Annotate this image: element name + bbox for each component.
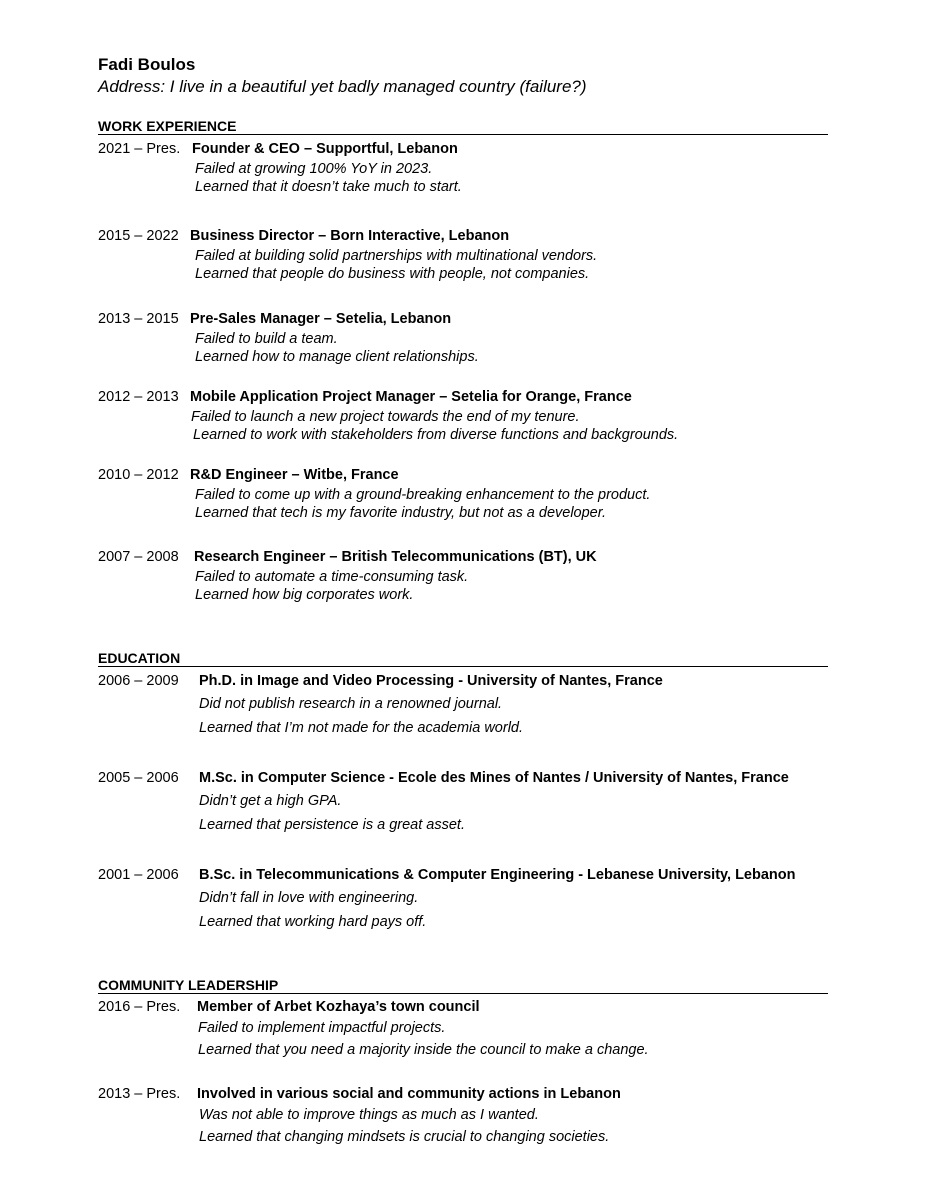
work-entry (98, 227, 509, 245)
entry-learned: Learned that it doesn’t take much to start. (195, 179, 462, 195)
entry-title: Founder & CEO – Supportful, Lebanon (192, 141, 458, 157)
entry-title: Business Director – Born Interactive, Lebanon (190, 228, 510, 244)
work-entry (98, 466, 399, 484)
entry-date: 2006 – 2009 (98, 673, 179, 689)
entry-learned: Learned how to manage client relationships. (195, 349, 479, 365)
entry-date: 2021 – Pres. (98, 141, 181, 157)
work-entry (98, 548, 597, 566)
entry-title: Mobile Application Project Manager – Setelia for Orange, France (190, 389, 632, 405)
entry-learned: Learned that working hard pays off. (199, 914, 427, 930)
entry-title: M.Sc. in Computer Science - Ecole des Mines of Nantes / University of Nantes, France (199, 770, 789, 786)
entry-learned: Learned that persistence is a great asset. (199, 817, 465, 833)
section-heading-education: EDUCATION (98, 650, 828, 667)
community-entry (98, 1085, 621, 1103)
entry-learned: Learned that changing mindsets is crucial to changing societies. (199, 1129, 610, 1145)
entry-title: R&D Engineer – Witbe, France (190, 467, 399, 483)
entry-learned: Learned that tech is my favorite industry, but not as a developer. (195, 505, 607, 521)
entry-failed: Failed to implement impactful projects. (198, 1020, 446, 1036)
entry-date: 2015 – 2022 (98, 228, 179, 244)
entry-title: Research Engineer – British Telecommunications (BT), UK (194, 549, 597, 565)
entry-learned: Learned that you need a majority inside the council to make a change. (198, 1042, 649, 1058)
entry-title: Member of Arbet Kozhaya’s town council (197, 999, 480, 1015)
entry-failed: Didn’t get a high GPA. (199, 793, 342, 809)
entry-title: Pre-Sales Manager – Setelia, Lebanon (190, 311, 452, 327)
work-entry (98, 310, 451, 328)
entry-failed: Failed to come up with a ground-breaking enhancement to the product. (195, 487, 651, 503)
resume-address: Address: I live in a beautiful yet badly managed country (failure?) (98, 77, 587, 96)
entry-date: 2012 – 2013 (98, 389, 179, 405)
entry-failed: Did not publish research in a renowned journal. (199, 696, 503, 712)
entry-date: 2010 – 2012 (98, 467, 179, 483)
community-entry (98, 998, 480, 1016)
entry-date: 2005 – 2006 (98, 770, 179, 786)
entry-failed: Failed to automate a time-consuming task. (195, 569, 469, 585)
entry-date: 2001 – 2006 (98, 867, 179, 883)
education-entry (98, 769, 789, 787)
entry-failed: Failed to build a team. (195, 331, 338, 347)
entry-learned: Learned that people do business with people, not companies. (195, 266, 590, 282)
section-heading-community: COMMUNITY LEADERSHIP (98, 977, 828, 994)
resume-name: Fadi Boulos (98, 55, 196, 74)
entry-failed: Failed at building solid partnerships with multinational vendors. (195, 248, 598, 264)
education-entry (98, 866, 796, 884)
entry-failed: Failed to launch a new project towards the end of my tenure. (191, 409, 580, 425)
entry-failed: Was not able to improve things as much as I wanted. (199, 1107, 539, 1123)
entry-learned: Learned to work with stakeholders from diverse functions and backgrounds. (193, 427, 679, 443)
work-entry (98, 140, 458, 158)
entry-date: 2013 – Pres. (98, 1086, 181, 1102)
entry-date: 2007 – 2008 (98, 549, 179, 565)
entry-date: 2016 – Pres. (98, 999, 181, 1015)
entry-failed: Didn’t fall in love with engineering. (199, 890, 419, 906)
entry-title: B.Sc. in Telecommunications & Computer Engineering - Lebanese University, Lebanon (199, 867, 796, 883)
education-entry (98, 672, 663, 690)
work-entry (98, 388, 632, 406)
entry-failed: Failed at growing 100% YoY in 2023. (195, 161, 433, 177)
entry-title: Involved in various social and community actions in Lebanon (197, 1086, 621, 1102)
section-heading-work: WORK EXPERIENCE (98, 118, 828, 135)
entry-learned: Learned how big corporates work. (195, 587, 414, 603)
entry-title: Ph.D. in Image and Video Processing - University of Nantes, France (199, 673, 663, 689)
entry-date: 2013 – 2015 (98, 311, 179, 327)
entry-learned: Learned that I’m not made for the academia world. (199, 720, 524, 736)
